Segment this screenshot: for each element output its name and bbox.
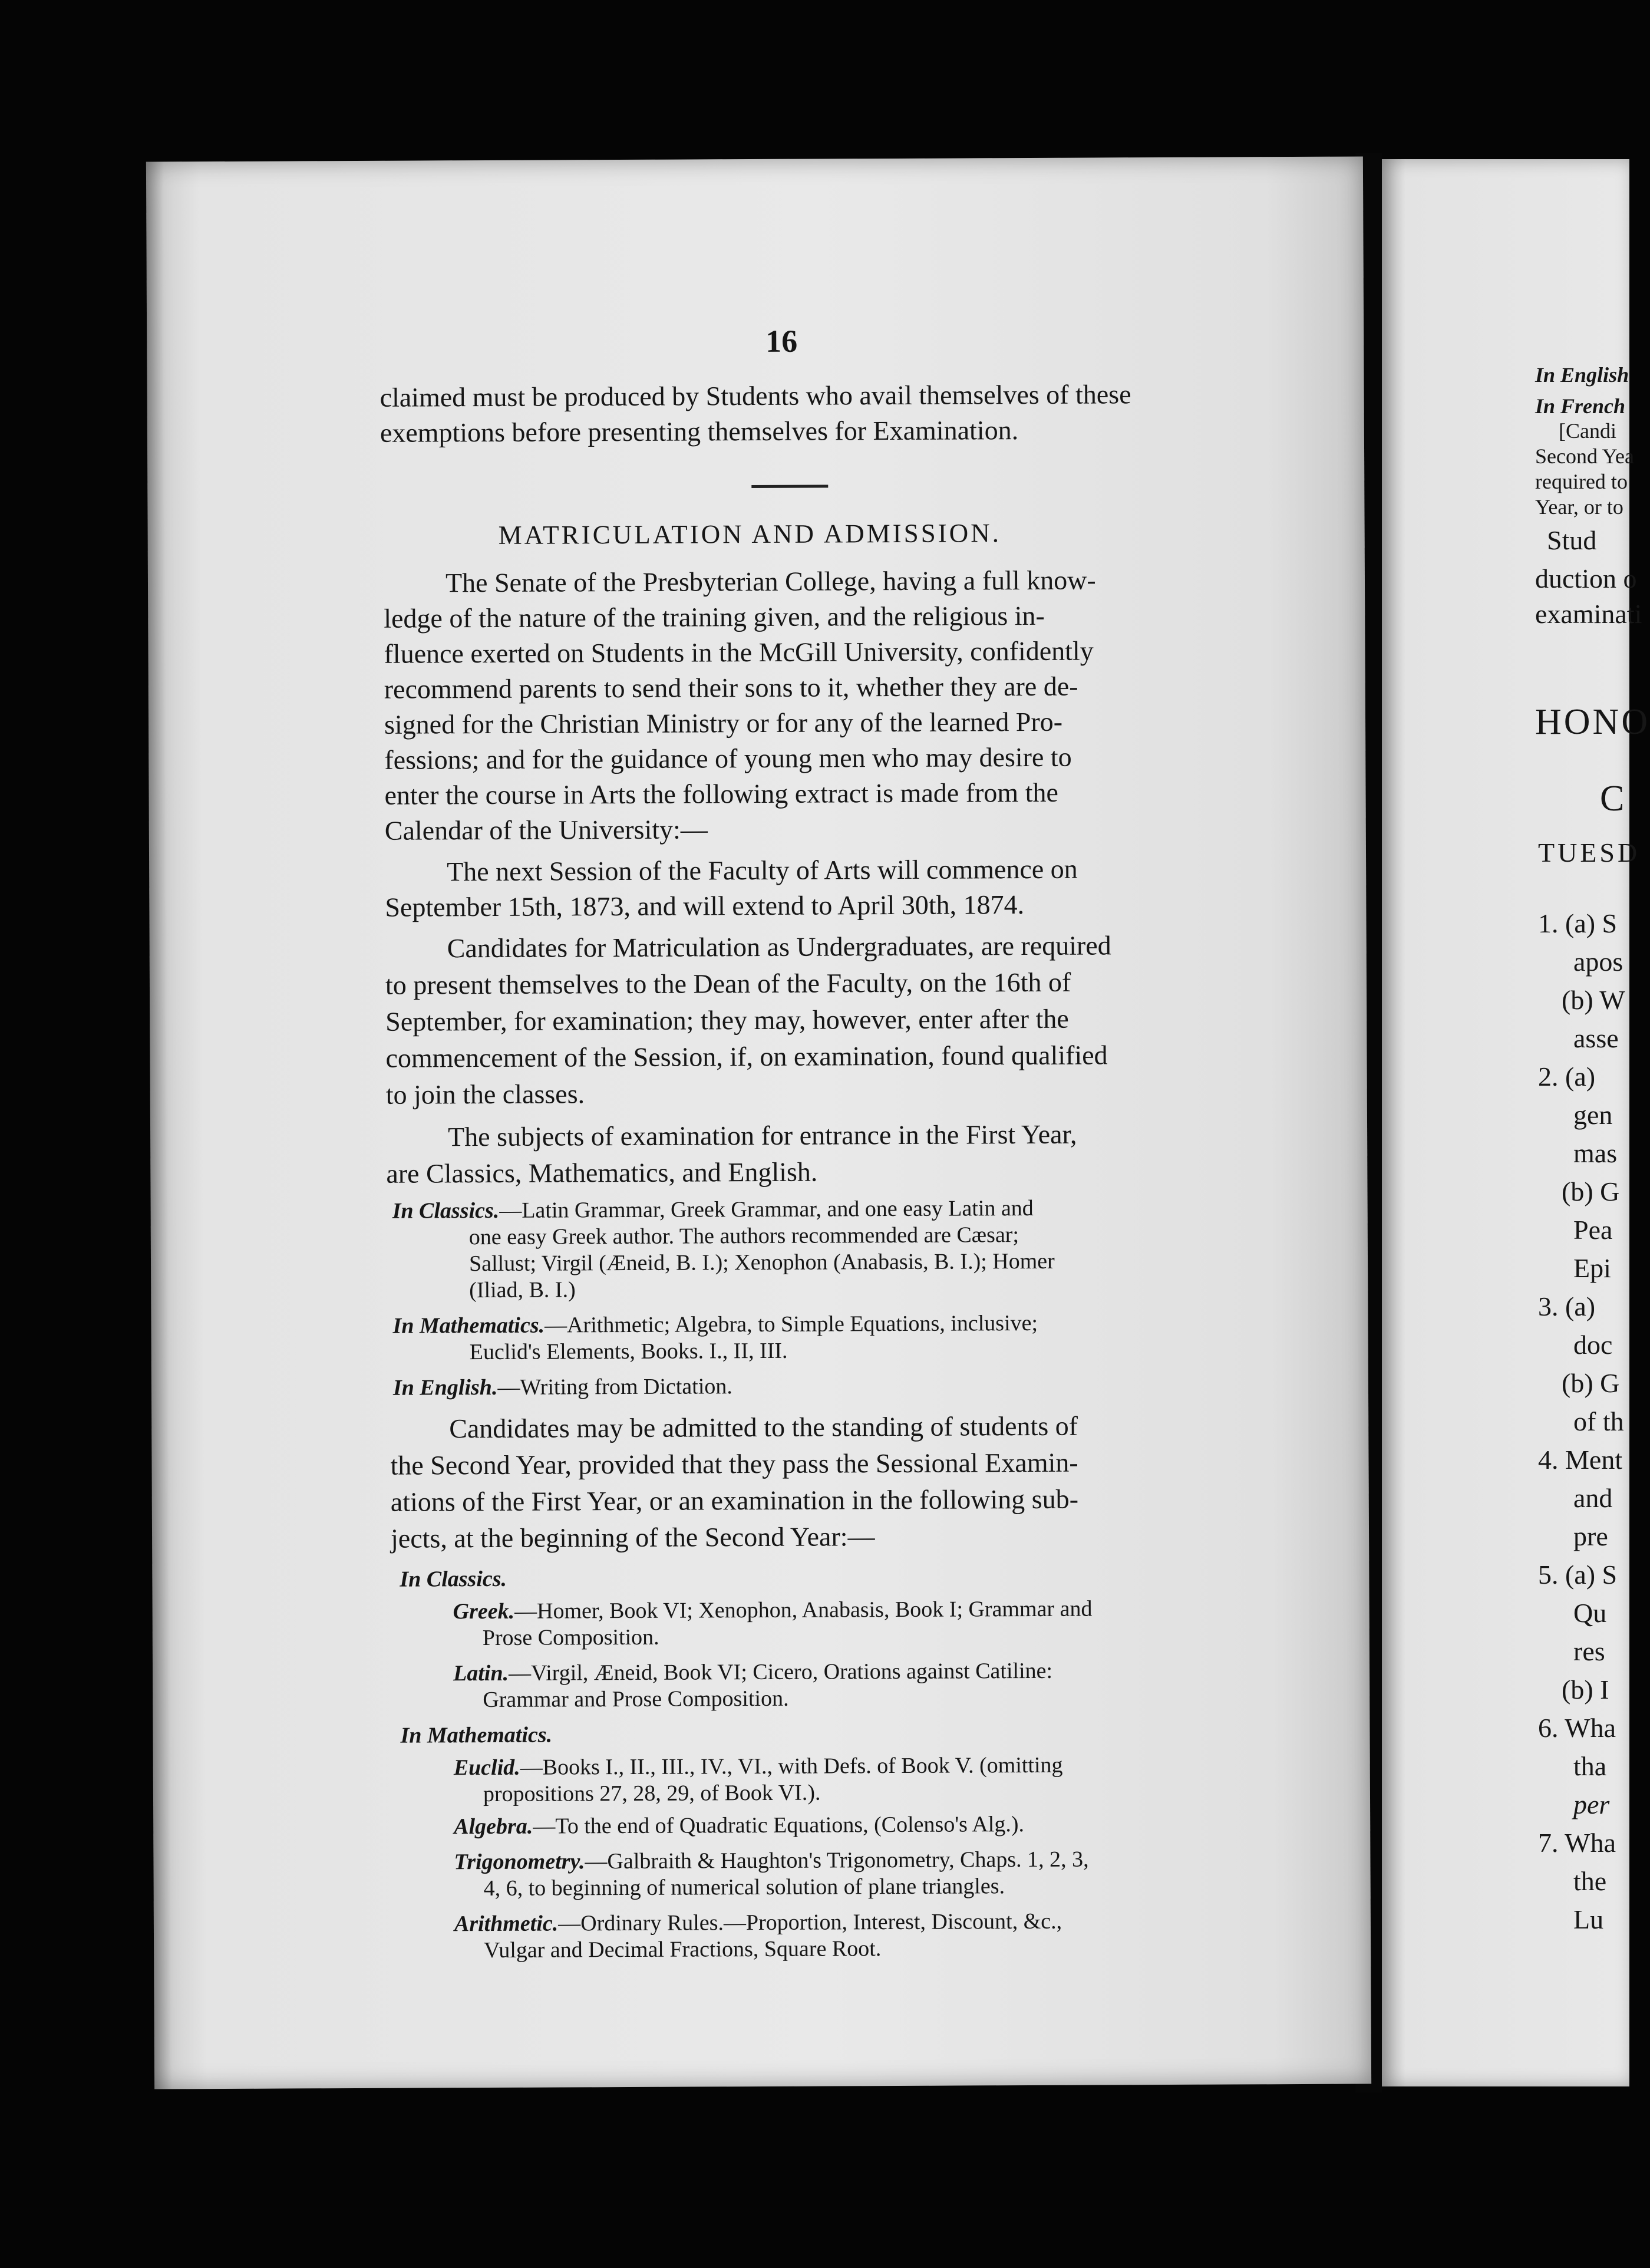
right-line-1: In English [1535,363,1629,387]
second-year-arith-label: Arithmetic. [454,1911,559,1937]
second-year-latin-label: Latin. [453,1660,509,1686]
second-year-latin-text: —Virgil, Æneid, Book VI; Cicero, Orations against Catiline: [508,1658,1053,1686]
first-year-classics-line-4: (Iliad, B. I.) [469,1277,576,1303]
right-q-2: apos [1573,947,1623,977]
second-year-euclid-text: —Books I., II., III., IV., VI., with Defs. of Book V. (omitting [520,1752,1063,1780]
para5-line-3: ations of the First Year, or an examination in the following sub- [390,1484,1079,1517]
para1-line-8: Calendar of the University:— [384,814,708,846]
second-year-arith-line-2: Vulgar and Decimal Fractions, Square Root. [484,1936,882,1963]
second-year-trig-text: —Galbraith & Haughton's Trigonometry, Chaps. 1, 2, 3, [585,1847,1089,1874]
first-year-math-label: In Mathematics. [392,1313,545,1339]
second-year-euclid-line-2: propositions 27, 28, 29, of Book VI.). [483,1780,821,1807]
para5-line-2: the Second Year, provided that they pass the Sessional Examin- [390,1447,1078,1481]
right-line-9: examinati [1535,599,1642,629]
right-q-4: asse [1573,1023,1619,1053]
second-year-classics-label: In Classics. [400,1566,507,1592]
para3-line-2: to present themselves to the Dean of the Faculty, on the 16th of [385,967,1071,1000]
right-q-27: Lu [1573,1904,1604,1934]
para2-line-2: September 15th, 1873, and will extend to April 30th, 1874. [385,889,1025,922]
right-line-8: duction o [1535,563,1637,594]
first-year-math-text: —Arithmetic; Algebra, to Simple Equations, inclusive; [544,1310,1038,1338]
right-q-3: (b) W [1562,985,1625,1015]
second-year-latin [453,1658,1052,1686]
second-year-algebra-label: Algebra. [454,1814,533,1840]
right-q-10: Epi [1573,1253,1611,1283]
section-heading: MATRICULATION AND ADMISSION. [498,518,1002,550]
para1-line-4: recommend parents to send their sons to it, whether they are de- [384,671,1078,704]
second-year-greek-label: Greek. [453,1598,515,1624]
right-line-7: Stud [1547,525,1597,555]
first-year-math-line-2: Euclid's Elements, Books. I., II, III. [469,1338,788,1365]
intro-line-1: claimed must be produced by Students who avail themselves of these [380,379,1131,413]
section-divider [751,484,828,488]
second-year-greek-line-2: Prose Composition. [482,1624,659,1651]
right-page-fragment [1382,159,1650,2086]
para1-line-6: fessions; and for the guidance of young men who may desire to [384,741,1072,775]
para1-line-7: enter the course in Arts the following extract is made from the [384,777,1058,810]
para3-line-4: commencement of the Session, if, on examination, found qualified [385,1040,1108,1073]
right-q-15: 4. Ment [1538,1445,1623,1475]
first-year-classics [392,1195,1034,1224]
right-q-13: (b) G [1562,1368,1620,1398]
para5-line-1: Candidates may be admitted to the standing of students of [449,1410,1078,1444]
first-year-english-text: —Writing from Dictation. [497,1374,732,1400]
right-q-5: 2. (a) [1538,1062,1596,1092]
right-subheading: C [1600,779,1627,819]
para1-line-1: The Senate of the Presbyterian College, having a full know- [445,565,1096,598]
second-year-trig-label: Trigonometry. [454,1849,585,1875]
second-year-trig [454,1847,1088,1875]
right-q-18: 5. (a) S [1538,1560,1618,1590]
right-day: TUESD [1538,838,1641,868]
para3-line-5: to join the classes. [385,1079,585,1110]
right-q-14: of th [1573,1406,1624,1436]
para4-line-2: are Classics, Mathematics, and English. [386,1156,818,1189]
second-year-euclid [454,1752,1063,1781]
second-year-greek-text: —Homer, Book VI; Xenophon, Anabasis, Book I; Grammar and [514,1596,1093,1624]
first-year-classics-line-2: one easy Greek author. The authors recommended are Cæsar; [468,1222,1019,1250]
first-year-classics-label: In Classics. [392,1198,500,1224]
right-line-6: Year, or to [1535,495,1623,519]
right-q-8: (b) G [1562,1176,1620,1206]
right-q-22: 6. Wha [1538,1713,1616,1743]
second-year-greek [453,1596,1093,1625]
second-year-algebra [454,1811,1024,1840]
right-q-21: (b) I [1562,1674,1609,1705]
right-q-20: res [1573,1636,1605,1666]
first-year-classics-line-3: Sallust; Virgil (Æneid, B. I.); Xenophon (Anabasis, B. I.); Homer [468,1248,1055,1277]
para1-line-5: signed for the Christian Ministry or for any of the learned Pro- [384,706,1063,740]
intro-line-2: exemptions before presenting themselves for Examination. [380,415,1019,448]
right-heading: HONO [1535,702,1650,742]
right-q-6: gen [1573,1100,1613,1130]
right-q-9: Pea [1573,1215,1613,1245]
right-line-2: In French [1535,394,1626,418]
page-number: 16 [765,323,798,359]
para3-line-3: September, for examination; they may, however, enter after the [385,1003,1069,1037]
second-year-latin-line-2: Grammar and Prose Composition. [483,1686,789,1713]
right-q-7: mas [1573,1138,1618,1168]
second-year-algebra-text: —To the end of Quadratic Equations, (Colenso's Alg.). [533,1812,1025,1839]
right-q-1: 1. (a) S [1538,908,1618,938]
right-q-12: doc [1573,1330,1613,1360]
first-year-math [392,1310,1038,1339]
right-q-17: pre [1573,1521,1608,1551]
para2-line-1: The next Session of the Faculty of Arts will commence on [447,853,1078,887]
right-line-4: Second Yea [1535,444,1634,468]
first-year-english-label: In English. [392,1374,498,1400]
second-year-math-label: In Mathematics. [400,1722,553,1748]
second-year-arith-text: —Ordinary Rules.—Proportion, Interest, Discount, &c., [558,1908,1062,1936]
para3-line-1: Candidates for Matriculation as Undergraduates, are required [447,930,1111,964]
right-line-5: required to [1535,470,1628,493]
right-q-24: per [1573,1789,1610,1819]
second-year-trig-line-2: 4, 6, to beginning of numerical solution of plane triangles. [483,1874,1005,1901]
second-year-arith [454,1908,1062,1937]
right-q-23: tha [1573,1751,1607,1781]
right-q-25: 7. Wha [1538,1828,1616,1858]
para1-line-2: ledge of the nature of the training given, and the religious in- [384,600,1045,634]
first-year-english [393,1373,732,1401]
second-year-euclid-label: Euclid. [453,1755,520,1781]
left-page [146,157,1371,2089]
right-q-16: and [1573,1483,1613,1513]
right-line-3: [Candi [1559,419,1616,443]
right-q-11: 3. (a) [1538,1291,1596,1321]
right-q-19: Qu [1573,1598,1607,1628]
first-year-classics-text: —Latin Grammar, Greek Grammar, and one easy Latin and [499,1195,1034,1223]
para1-line-3: fluence exerted on Students in the McGill University, confidently [384,635,1094,669]
para4-line-1: The subjects of examination for entrance in the First Year, [447,1119,1077,1152]
para5-line-4: jects, at the beginning of the Second Year:— [390,1521,875,1554]
right-q-26: the [1573,1866,1607,1896]
